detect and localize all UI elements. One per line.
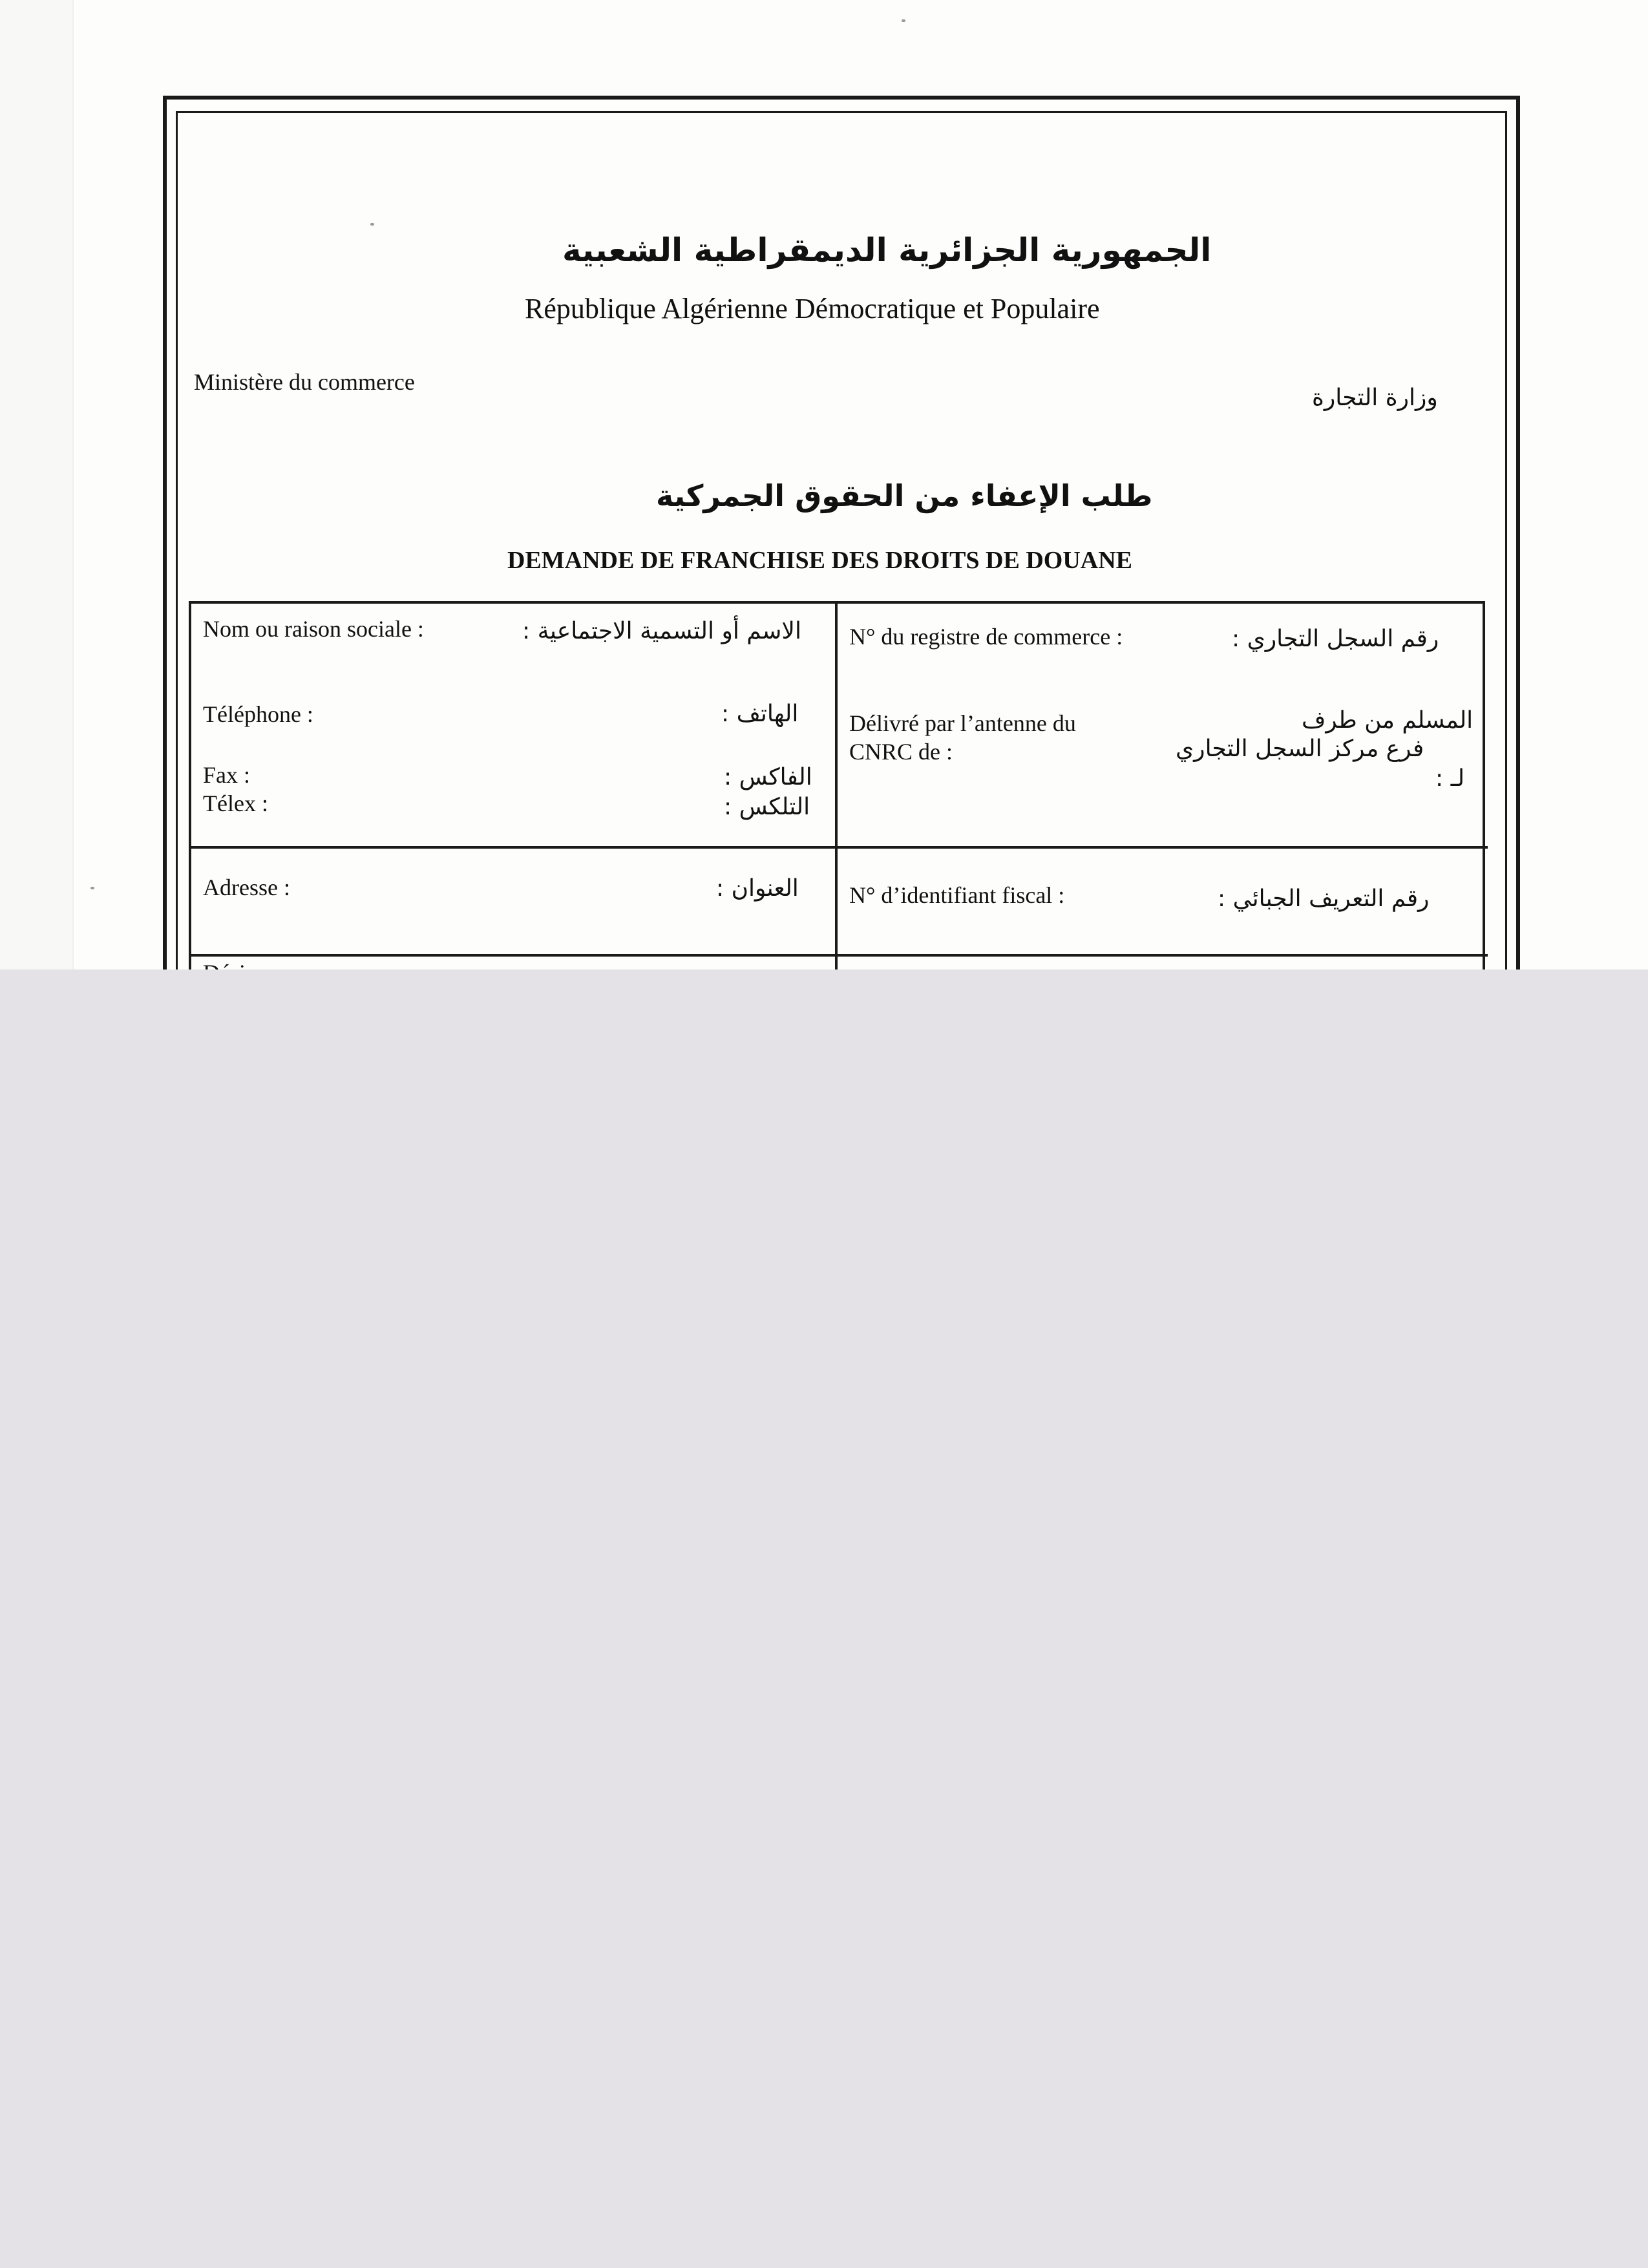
republic-title-ar: الجمهورية الجزائرية الديمقراطية الشعبية — [562, 231, 1212, 269]
telex-label-ar: التلكس : — [724, 794, 810, 820]
scan-speck — [902, 19, 905, 22]
delivered-label-ar-1: المسلم من طرف — [1302, 707, 1474, 734]
phone-label-fr: Téléphone : — [203, 701, 313, 727]
delivered-label-fr-1: Délivré par l’antenne du — [849, 710, 1076, 736]
ministry-fr: Ministère du commerce — [194, 369, 415, 395]
empty-page-area — [0, 970, 1648, 2268]
telex-label-fr: Télex : — [203, 790, 268, 816]
phone-label-ar: الهاتف : — [721, 701, 799, 727]
scan-speck — [90, 887, 94, 889]
fax-label-fr: Fax : — [203, 762, 251, 788]
fiscal-id-label-ar: رقم التعريف الجبائي : — [1218, 885, 1430, 912]
fax-label-ar: الفاكس : — [724, 764, 812, 790]
row-divider — [191, 846, 1488, 849]
form-title-ar: طلب الإعفاء من الحقوق الجمركية — [656, 478, 1153, 513]
name-label-fr: Nom ou raison sociale : — [203, 616, 424, 642]
ministry-ar: وزارة التجارة — [1312, 385, 1438, 411]
address-label-ar: العنوان : — [716, 875, 799, 902]
name-label-ar: الاسم أو التسمية الاجتماعية : — [522, 618, 801, 644]
register-label-ar: رقم السجل التجاري : — [1232, 626, 1439, 652]
address-label-fr: Adresse : — [203, 874, 290, 900]
delivered-label-ar-2: فرع مركز السجل التجاري — [1176, 736, 1424, 762]
delivered-label-fr-2: CNRC de : — [849, 739, 953, 765]
row-divider — [191, 954, 1488, 957]
register-label-fr: N° du registre de commerce : — [849, 624, 1123, 650]
scan-margin — [0, 0, 74, 970]
republic-title-fr: République Algérienne Démocratique et Populaire — [525, 293, 1100, 324]
fiscal-id-label-fr: N° d’identifiant fiscal : — [849, 882, 1065, 908]
delivered-label-ar-3: لـ : — [1435, 765, 1465, 792]
scanned-document — [0, 0, 1648, 970]
form-title-fr: DEMANDE DE FRANCHISE DES DROITS DE DOUANE — [507, 547, 1133, 574]
